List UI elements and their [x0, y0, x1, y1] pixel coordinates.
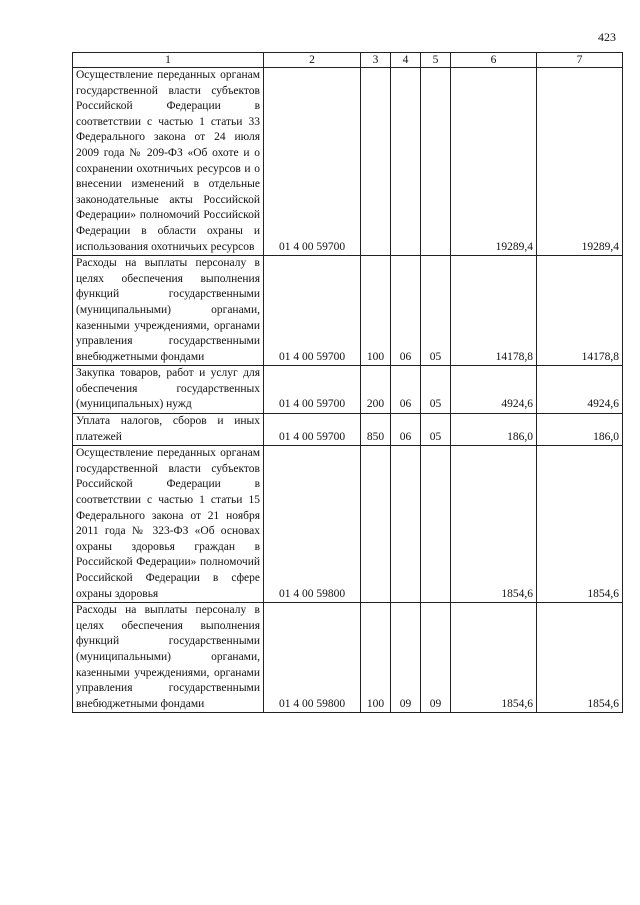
- budget-table: [72, 52, 623, 713]
- col-header-1: 1: [73, 53, 264, 68]
- row-amount-1: 186,0: [451, 414, 537, 446]
- table-row: [73, 603, 623, 713]
- row-target-code: 01 4 00 59800: [264, 603, 361, 713]
- table-header: [73, 53, 623, 68]
- col-header-5: 5: [421, 53, 451, 68]
- row-expense-type: 100: [361, 603, 391, 713]
- row-section: [391, 446, 421, 603]
- table-row: [73, 68, 623, 256]
- col-header-7: 7: [537, 53, 623, 68]
- row-subsection: [421, 68, 451, 256]
- table-row: [73, 414, 623, 446]
- row-amount-2: 19289,4: [537, 68, 623, 256]
- row-name: Осуществление переданных органам государственной власти субъектов Российской Федерации в соответствии с частью 1 статьи 15 Федерального закона от 21 ноября 2011 года № 323-ФЗ «Об основах охраны здоровья граждан в Российской Федерации» полномочий Российской Федерации в сфере охраны здоровья: [73, 446, 264, 603]
- row-name: Осуществление переданных органам государственной власти субъектов Российской Федерации в соответствии с частью 1 статьи 33 Федерального закона от 24 июля 2009 года № 209-ФЗ «Об охоте и о сохранении охотничьих ресурсов и о внесении изменений в отдельные законодательные акты Российской Федерации» полномочий Российской Федерации в области охраны и использования охотничьих ресурсов: [73, 68, 264, 256]
- table-body: [73, 68, 623, 713]
- row-subsection: 05: [421, 256, 451, 366]
- row-target-code: 01 4 00 59700: [264, 256, 361, 366]
- table-row: [73, 256, 623, 366]
- row-expense-type: [361, 68, 391, 256]
- row-subsection: [421, 446, 451, 603]
- row-amount-2: 1854,6: [537, 446, 623, 603]
- row-amount-2: 4924,6: [537, 366, 623, 414]
- table-row: [73, 446, 623, 603]
- col-header-6: 6: [451, 53, 537, 68]
- table-row: [73, 366, 623, 414]
- row-expense-type: [361, 446, 391, 603]
- row-name: Расходы на выплаты персоналу в целях обеспечения выполнения функций государственными (муниципальными) органами, казенными учреждениями, органами управления государственными внебюджетными фондами: [73, 256, 264, 366]
- row-target-code: 01 4 00 59700: [264, 414, 361, 446]
- col-header-4: 4: [391, 53, 421, 68]
- row-section: 06: [391, 366, 421, 414]
- row-amount-2: 14178,8: [537, 256, 623, 366]
- row-amount-1: 1854,6: [451, 603, 537, 713]
- row-amount-2: 1854,6: [537, 603, 623, 713]
- row-section: 06: [391, 256, 421, 366]
- col-header-2: 2: [264, 53, 361, 68]
- page-number: 423: [598, 30, 616, 44]
- row-section: 09: [391, 603, 421, 713]
- row-target-code: 01 4 00 59700: [264, 366, 361, 414]
- row-target-code: 01 4 00 59800: [264, 446, 361, 603]
- row-name: Закупка товаров, работ и услуг для обеспечения государственных (муниципальных) нужд: [73, 366, 264, 414]
- row-expense-type: 850: [361, 414, 391, 446]
- row-amount-1: 14178,8: [451, 256, 537, 366]
- row-expense-type: 200: [361, 366, 391, 414]
- row-amount-1: 4924,6: [451, 366, 537, 414]
- row-section: [391, 68, 421, 256]
- row-subsection: 05: [421, 414, 451, 446]
- row-subsection: 09: [421, 603, 451, 713]
- header-row: [73, 53, 623, 68]
- row-amount-1: 1854,6: [451, 446, 537, 603]
- row-section: 06: [391, 414, 421, 446]
- row-expense-type: 100: [361, 256, 391, 366]
- row-amount-2: 186,0: [537, 414, 623, 446]
- col-header-3: 3: [361, 53, 391, 68]
- row-name: Уплата налогов, сборов и иных платежей: [73, 414, 264, 446]
- row-amount-1: 19289,4: [451, 68, 537, 256]
- row-name: Расходы на выплаты персоналу в целях обеспечения выполнения функций государственными (муниципальными) органами, казенными учреждениями, органами управления государственными внебюджетными фондами: [73, 603, 264, 713]
- row-target-code: 01 4 00 59700: [264, 68, 361, 256]
- row-subsection: 05: [421, 366, 451, 414]
